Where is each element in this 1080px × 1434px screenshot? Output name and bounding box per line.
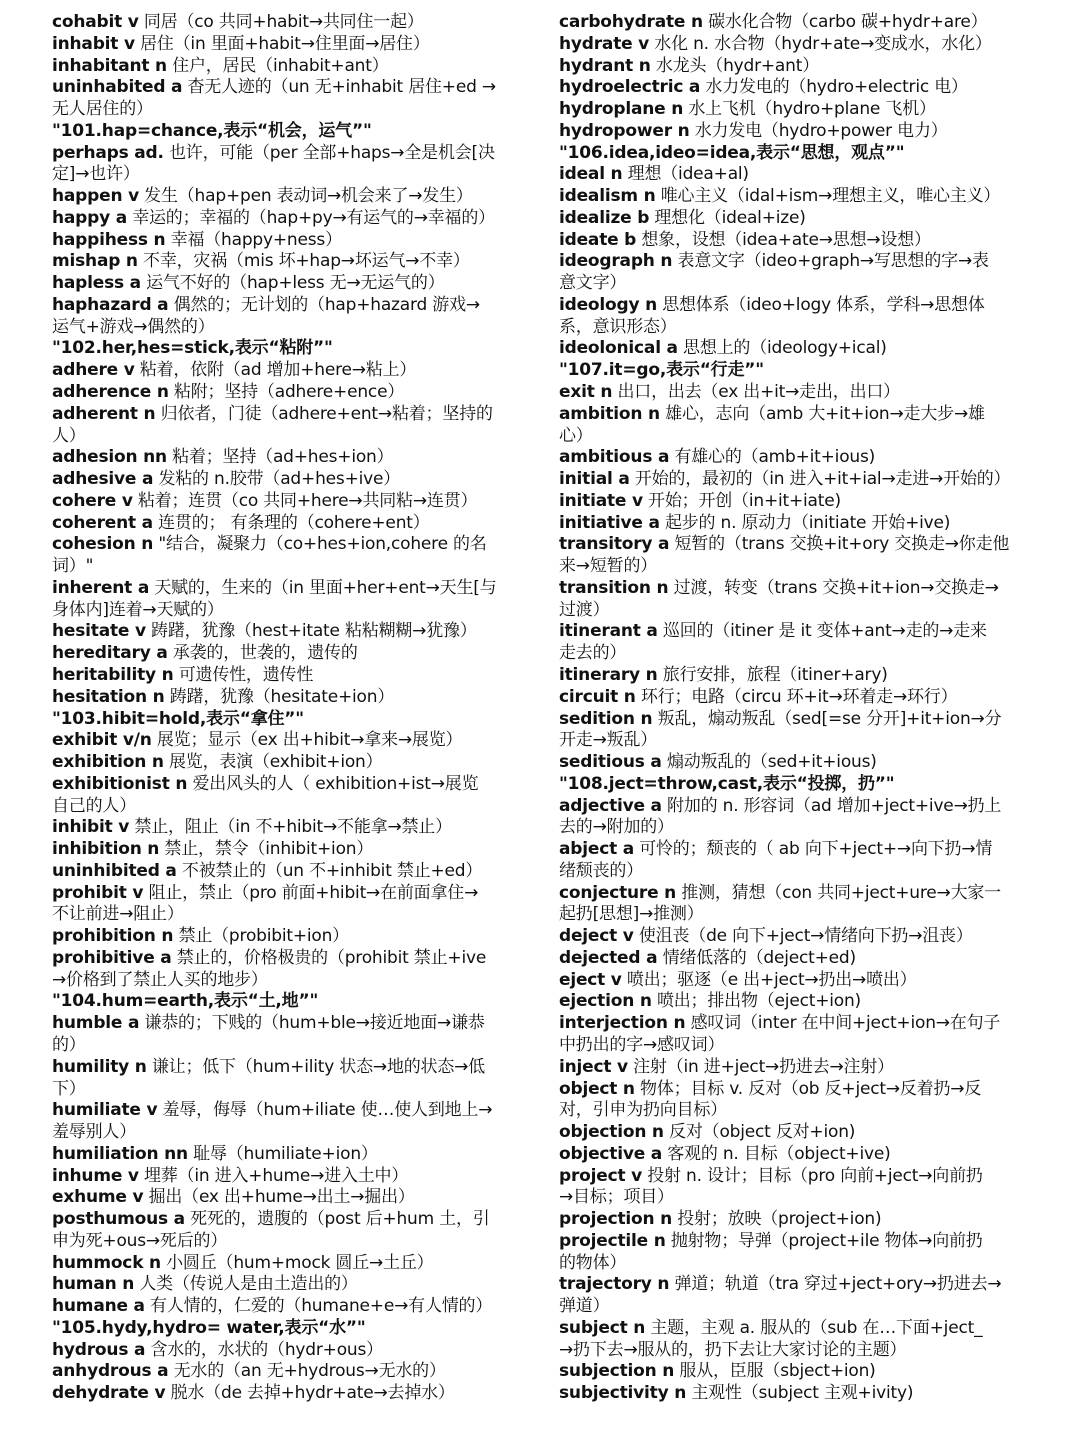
entry-line: hesitation n 踌躇，犹豫（hesitate+ion）: [52, 686, 395, 707]
entry-line: heritability n 可遗传性，遗传性: [52, 664, 314, 685]
entry-line: 无人居住的）: [52, 99, 153, 120]
entry-line: itinerant a 巡回的（itiner 是 it 变体+ant→走的→走来: [559, 621, 987, 642]
entry-line: hydrous a 含水的，水状的（hydr+ous）: [52, 1339, 383, 1360]
entry-line: humility n 谦让；低下（hum+ility 状态→地的状态→低: [52, 1056, 485, 1077]
entry-line: initiate v 开始；开创（in+it+iate): [559, 490, 841, 511]
entry-line: posthumous a 死死的，遗腹的（post 后+hum 土，引: [52, 1209, 490, 1230]
entry-line: carbohydrate n 碳水化合物（carbo 碳+hydr+are）: [559, 12, 988, 32]
entry-line: hydroelectric a 水力发电的（hydro+electric 电）: [559, 77, 968, 98]
entry-line: happen v 发生（hap+pen 表动词→机会来了→发生）: [52, 186, 473, 207]
entry-line: 绪颓丧的）: [559, 860, 643, 881]
entry-line: itinerary n 旅行安排，旅程（itiner+ary): [559, 664, 888, 685]
entry-line: "105.hydy,hydro= water,表示“水”": [52, 1317, 366, 1338]
entry-line: inhibition n 禁止，禁令（inhibit+ion）: [52, 839, 374, 860]
entry-line: 过渡）: [559, 599, 610, 620]
entry-line: initiative a 起步的 n. 原动力（initiate 开始+ive): [559, 512, 951, 533]
entry-line: ideograph n 表意文字（ideo+graph→写思想的字→表: [559, 251, 989, 272]
entry-line: 词）": [52, 556, 94, 577]
entry-line: sedition n 叛乱，煽动叛乱（sed[=se 分开]+it+ion→分: [559, 708, 1002, 729]
entry-line: coherent a 连贯的； 有条理的（cohere+ent）: [52, 512, 430, 533]
entry-line: ambitious a 有雄心的（amb+it+ious): [559, 447, 876, 468]
entry-line: ideal n 理想（idea+al): [559, 164, 749, 185]
entry-line: hereditary a 承袭的，世袭的，遗传的: [52, 643, 358, 664]
entry-line: subjectivity n 主观性（subject 主观+ivity): [559, 1383, 914, 1404]
entry-line: 意文字）: [559, 273, 627, 294]
entry-line: 羞辱别人）: [52, 1122, 136, 1143]
entry-line: humble a 谦恭的；下贱的（hum+ble→接近地面→谦恭: [52, 1013, 485, 1034]
entry-line: 对，引申为扔向目标）: [559, 1100, 727, 1121]
entry-line: inhume v 埋葬（in 进入+hume→进入土中）: [52, 1165, 409, 1186]
entry-line: cohere v 粘着；连贯（co 共同+here→共同粘→连贯）: [52, 490, 478, 511]
entry-line: 来→短暂的）: [559, 556, 658, 577]
entry-line: 运气+游戏→偶然的）: [52, 316, 215, 337]
entry-line: 走去的）: [559, 643, 627, 664]
entry-line: adhesion nn 粘着；坚持（ad+hes+ion）: [52, 447, 394, 468]
entry-line: abject a 可怜的；颓丧的（ ab 向下+ject+→向下扔→情: [559, 839, 993, 860]
entry-line: 弹道）: [559, 1296, 610, 1317]
entry-line: subjection n 服从，臣服（sbject+ion): [559, 1361, 876, 1382]
entry-line: humiliation nn 耻辱（humiliate+ion）: [52, 1143, 378, 1164]
entry-line: "104.hum=earth,表示“土,地”": [52, 991, 319, 1012]
entry-line: projection n 投射；放映（project+ion): [559, 1209, 882, 1230]
entry-line: ejection n 喷出；排出物（eject+ion): [559, 991, 861, 1012]
entry-line: 身体内]连着→天赋的）: [52, 599, 224, 620]
entry-line: prohibitive a 禁止的，价格极贵的（prohibit 禁止+ive: [52, 947, 487, 968]
entry-line: eject v 喷出；驱逐（e 出+ject→扔出→喷出）: [559, 969, 917, 990]
entry-line: "108.ject=throw,cast,表示“投掷，扔”": [559, 773, 895, 794]
entry-line: objection n 反对（object 反对+ion): [559, 1122, 856, 1143]
entry-line: exhibit v/n 展览；显示（ex 出+hibit→拿来→展览）: [52, 730, 463, 751]
entry-line: dehydrate v 脱水（de 去掉+hydr+ate→去掉水）: [52, 1383, 455, 1404]
entry-line: ideology n 思想体系（ideo+logy 体系，学科→思想体: [559, 294, 985, 315]
entry-line: hapless a 运气不好的（hap+less 无→无运气的）: [52, 273, 445, 294]
entry-line: object n 物体；目标 v. 反对（ob 反+ject→反着扔→反: [559, 1078, 982, 1099]
entry-line: inhabit v 居住（in 里面+habit→住里面→居住）: [52, 33, 430, 54]
entry-line: project v 投射 n. 设计；目标（pro 向前+ject→向前扔: [559, 1165, 983, 1186]
entry-line: trajectory n 弹道；轨道（tra 穿过+ject+ory→扔进去→: [559, 1274, 1002, 1295]
entry-line: exhume v 掘出（ex 出+hume→出土→掘出）: [52, 1187, 415, 1208]
entry-line: ambition n 雄心，志向（amb 大+it+ion→走大步→雄: [559, 403, 985, 424]
entry-line: →价格到了禁止人买的地步）: [52, 969, 268, 990]
entry-line: 定]→也许）: [52, 164, 140, 185]
entry-line: cohesion n "结合，凝聚力（co+hes+ion,cohere 的名: [52, 534, 487, 555]
entry-line: →扔下去→服从的，扔下去让大家讨论的主题）: [559, 1339, 907, 1360]
entry-line: prohibit v 阻止，禁止（pro 前面+hibit→在前面拿住→: [52, 882, 479, 903]
entry-line: 心）: [559, 425, 593, 446]
entry-line: hydrate v 水化 n. 水合物（hydr+ate→变成水，水化）: [559, 33, 992, 54]
entry-line: conjecture n 推测，猜想（con 共同+ject+ure→大家一: [559, 882, 1001, 903]
entry-line: "101.hap=chance,表示“机会，运气”": [52, 120, 372, 141]
entry-line: cohabit v 同居（co 共同+habit→共同住一起）: [52, 12, 424, 32]
entry-line: hydropower n 水力发电（hydro+power 电力）: [559, 120, 948, 141]
entry-line: ideolonical a 思想上的（ideology+ical): [559, 338, 887, 359]
entry-line: haphazard a 偶然的；无计划的（hap+hazard 游戏→: [52, 294, 480, 315]
entry-line: uninhibited a 不被禁止的（un 不+inhibit 禁止+ed）: [52, 860, 483, 881]
entry-line: 下）: [52, 1078, 86, 1099]
right-column: [559, 12, 1035, 1405]
entry-line: transition n 过渡，转变（trans 交换+it+ion→交换走→: [559, 577, 999, 598]
entry-line: "107.it=go,表示“行走”": [559, 360, 764, 381]
entry-line: "103.hibit=hold,表示“拿住”": [52, 708, 304, 729]
entry-line: deject v 使沮丧（de 向下+ject→情绪向下扔→沮丧）: [559, 926, 973, 947]
entry-line: prohibition n 禁止（probibit+ion）: [52, 926, 349, 947]
entry-line: exit n 出口，出去（ex 出+it→走出，出口）: [559, 382, 900, 403]
entry-line: inject v 注射（in 进+ject→扔进去→注射）: [559, 1056, 894, 1077]
entry-line: 不让前进→阻止）: [52, 904, 184, 925]
entry-line: human n 人类（传说人是由土造出的）: [52, 1274, 358, 1295]
left-column: [52, 12, 528, 1405]
entry-line: hesitate v 踌躇，犹豫（hest+itate 粘粘糊糊→犹豫）: [52, 621, 477, 642]
entry-line: initial a 开始的，最初的（in 进入+it+ial→走进→开始的）: [559, 469, 1011, 490]
entry-line: 的物体）: [559, 1252, 627, 1273]
entry-line: dejected a 情绪低落的（deject+ed): [559, 947, 856, 968]
entry-line: circuit n 环行；电路（circu 环+it→环着走→环行）: [559, 686, 958, 707]
entry-line: seditious a 煽动叛乱的（sed+it+ious): [559, 752, 877, 773]
entry-line: →目标；项目）: [559, 1187, 674, 1208]
entry-line: interjection n 感叹词（inter 在中间+ject+ion→在句子: [559, 1013, 1001, 1034]
entry-line: adhere v 粘着，依附（ad 增加+here→粘上）: [52, 360, 417, 381]
entry-line: inherent a 天赋的，生来的（in 里面+her+ent→天生[与: [52, 577, 497, 598]
entry-line: ideate b 想象，设想（idea+ate→思想→设想）: [559, 229, 931, 250]
entry-line: hydrant n 水龙头（hydr+ant）: [559, 55, 819, 76]
entry-line: 起扔[思想]→推测）: [559, 904, 704, 925]
entry-line: "102.her,hes=stick,表示“粘附”": [52, 338, 333, 359]
entry-line: exhibitionist n 爱出风头的人（ exhibition+ist→展览: [52, 773, 479, 794]
entry-line: adherence n 粘附；坚持（adhere+ence）: [52, 382, 405, 403]
entry-line: humane a 有人情的，仁爱的（humane+e→有人情的）: [52, 1296, 493, 1317]
entry-line: perhaps ad. 也许，可能（per 全部+haps→全是机会[决: [52, 142, 495, 163]
entry-line: happy a 幸运的；幸福的（hap+py→有运气的→幸福的）: [52, 207, 495, 228]
entry-line: 人）: [52, 425, 86, 446]
entry-line: 的）: [52, 1034, 86, 1055]
entry-line: adherent n 归依者，门徒（adhere+ent→粘着；坚持的: [52, 403, 493, 424]
entry-line: adhesive a 发粘的 n.胶带（ad+hes+ive）: [52, 469, 401, 490]
entry-line: transitory a 短暂的（trans 交换+it+ory 交换走→你走他: [559, 534, 1010, 555]
entry-line: 开走→叛乱）: [559, 730, 658, 751]
entry-line: 去的→附加的）: [559, 817, 674, 838]
entry-line: 中扔出的字→感叹词）: [559, 1034, 725, 1055]
entry-line: exhibition n 展览，表演（exhibit+ion）: [52, 752, 383, 773]
entry-line: inhabitant n 住户，居民（inhabit+ant）: [52, 55, 389, 76]
entry-line: adjective a 附加的 n. 形容词（ad 增加+ject+ive→扔上: [559, 795, 1002, 816]
entry-line: idealize b 理想化（ideal+ize): [559, 207, 806, 228]
entry-line: inhibit v 禁止，阻止（in 不+hibit→不能拿→禁止）: [52, 817, 452, 838]
entry-line: mishap n 不幸，灾祸（mis 坏+hap→坏运气→不幸）: [52, 251, 470, 272]
entry-line: idealism n 唯心主义（idal+ism→理想主义，唯心主义）: [559, 186, 1001, 207]
entry-line: happihess n 幸福（happy+ness）: [52, 229, 342, 250]
entry-line: 系，意识形态）: [559, 316, 677, 337]
entry-line: "106.idea,ideo=idea,表示“思想，观点”": [559, 142, 905, 163]
entry-line: humiliate v 羞辱，侮辱（hum+iliate 使…使人到地上→: [52, 1100, 493, 1121]
entry-line: 申为死+ous→死后的）: [52, 1230, 228, 1251]
entry-line: hummock n 小圆丘（hum+mock 圆丘→土丘）: [52, 1252, 434, 1273]
entry-line: 自己的人）: [52, 795, 136, 816]
entry-line: anhydrous a 无水的（an 无+hydrous→无水的）: [52, 1361, 446, 1382]
entry-line: objective a 客观的 n. 目标（object+ive): [559, 1143, 891, 1164]
entry-line: uninhabited a 杳无人迹的（un 无+inhabit 居住+ed →: [52, 77, 496, 98]
entry-line: projectile n 抛射物；导弹（project+ile 物体→向前扔: [559, 1230, 983, 1251]
entry-line: hydroplane n 水上飞机（hydro+plane 飞机）: [559, 99, 936, 120]
entry-line: subject n 主题，主观 a. 服从的（sub 在…下面+ject_: [559, 1317, 983, 1338]
